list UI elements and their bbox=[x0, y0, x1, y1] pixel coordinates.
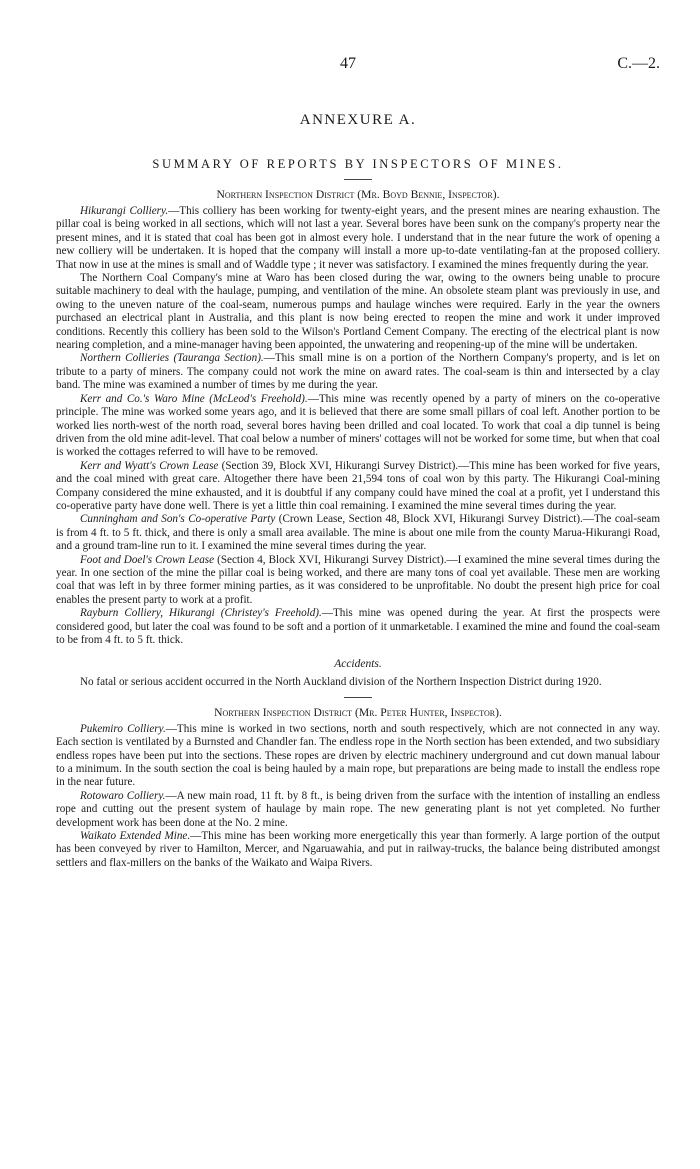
divider-rule bbox=[344, 697, 372, 698]
annexure-title: ANNEXURE A. bbox=[299, 112, 417, 128]
paragraph-text: —This mine is worked in two sections, north and south respectively, which are not connected in any way. Each section is ventilated by a Burnsted and Chandler fan. The endless rope in the North section has been extended, and two subsidiary endless ropes have been put into the sections. These ropes are driven by electric machinery underground and cut down manual labour to a minimum. In the south section the coal is being hauled by a main rope, but preparations are being made to install the endless rope in the near future. bbox=[56, 722, 660, 789]
report-paragraph bbox=[56, 790, 660, 830]
section-heading-hunter bbox=[56, 706, 660, 719]
section-body-bennie bbox=[56, 205, 660, 647]
report-paragraph bbox=[56, 272, 660, 352]
paragraph-text: —This mine was recently opened by a party of miners on the co-operative principle. The mine was worked some years ago, and it is believed that there are some small pillars of coal left. Another portion to be worked lies north-west of the north road, several bores having been drilled and coal located. To work that coal a dip tunnel is being driven from the old mine adit-level. That coal below a number of miners' cottages will not be worked for some time, but when that coal is worked the cottages referred to will have to be removed. bbox=[56, 392, 660, 459]
page-number: 47 bbox=[340, 55, 356, 72]
report-paragraph bbox=[56, 830, 660, 870]
inspector-name: Boyd Bennie bbox=[382, 188, 443, 201]
paragraph-text: —This small mine is on a portion of the Northern Company's property, and is let on tribute to a party of miners. The company could not work the mine on award rates. The coal-seam is thin and intersected by a clay band. The mine was examined a number of times by me during the year. bbox=[56, 352, 661, 392]
report-paragraph bbox=[56, 554, 660, 608]
paragraph-text: —This mine was opened during the year. At first the prospects were considered good, but later the coal was found to be soft and a portion of it unmarketable. I examined the mine and found the coal-seam to be from 4 ft. to 5 ft. thick. bbox=[56, 607, 660, 646]
section-body-hunter bbox=[56, 723, 660, 870]
heading-prefix: Northern Inspection District (Mr. bbox=[216, 188, 383, 201]
paragraph-text: —This colliery has been working for twenty-eight years, and the present mines are nearing exhaustion. The pillar coal is being worked in all sections, which will not last a year. Several bores have been sunk on the company's property near the present mines, and it is stated that coal has been got in almost every hole. I understand that in the near future the work of opening a new colliery will be undertaken. It is hoped that the company will install a more up-to-date ventilating-fan at the proposed colliery. That now in use at the mines is small and of Waddle type ; it never was satisfactory. I examined the mines frequently during the year. bbox=[56, 205, 660, 271]
report-paragraph bbox=[56, 607, 660, 647]
paragraph-title: Hikurangi Colliery. bbox=[80, 205, 169, 217]
report-paragraph bbox=[56, 723, 660, 790]
paragraph-title: Cunningham and Son's Co-operative Party bbox=[80, 513, 276, 526]
summary-title: SUMMARY OF REPORTS BY INSPECTORS OF MINES. bbox=[152, 157, 564, 171]
inspector-name: Peter Hunter bbox=[380, 705, 445, 719]
accidents-paragraph: No fatal or serious accident occurred in the North Auckland division of the Northern Inspection District during 1920. bbox=[80, 676, 602, 689]
paragraph-title: Northern Collieries (Tauranga Section). bbox=[80, 352, 264, 365]
page-reference: C.—2. bbox=[617, 55, 660, 72]
paragraph-text: The Northern Coal Company's mine at Waro has been closed during the war, owing to the owners being unable to procure suitable machinery to deal with the haulage, pumping, and ventilation of the mine. An obsolete steam plant was previously in use, and owing to the uneven nature of the coal-seam, numerous pumps and haulage winches were required. Early in the year the owners purchased an electrical plant in Australia, and this plant is now being erected to reopen the mine and work it under improved conditions. Recently this colliery has been sold to the Wilson's Portland Cement Company. The erecting of the electrical plant is now nearing completion, and a mine-manager having been appointed, the unwatering and reopening-up of the mine will be undertaken. bbox=[56, 272, 660, 352]
paragraph-title: Rayburn Colliery, Hikurangi (Christey's Freehold). bbox=[80, 607, 322, 620]
heading-prefix: Northern Inspection District (Mr. bbox=[214, 705, 381, 719]
heading-suffix: , Inspector). bbox=[442, 188, 500, 201]
paragraph-text: (Crown Lease, Section 48, Block XVI, Hikurangi Survey District).—The coal-seam is from 4 ft. to 5 ft. thick, and there is only a small area available. The mine is about one mile from the county Marua-Hikurangi Road, and a ground tram-line run to it. I examined the mine several times during the year. bbox=[56, 513, 660, 553]
paragraph-title: Kerr and Wyatt's Crown Lease bbox=[80, 459, 219, 472]
accidents-body bbox=[56, 676, 660, 689]
report-paragraph bbox=[56, 460, 660, 514]
paragraph-text: (Section 4, Block XVI, Hikurangi Survey District).—I examined the mine several times during the year. In one section of the mine the pillar coal is being worked, and there are many tons of coal yet available. These men are working coal that was left in by three former mining parties, as it was considered to be unprofitable. No doubt the present high price for coal enables the present party to work at a profit. bbox=[56, 553, 660, 606]
section-heading-bennie bbox=[56, 188, 660, 201]
paragraph-title: Kerr and Co.'s Waro Mine (McLeod's Freehold). bbox=[80, 392, 308, 405]
report-paragraph bbox=[56, 205, 660, 272]
page-header bbox=[56, 55, 660, 79]
paragraph-title: Pukemiro Colliery. bbox=[80, 722, 166, 735]
heading-suffix: , Inspector). bbox=[444, 705, 502, 719]
report-paragraph bbox=[56, 393, 660, 460]
accidents-heading: Accidents. bbox=[334, 658, 382, 671]
report-paragraph bbox=[56, 513, 660, 553]
paragraph-title: Rotowaro Colliery. bbox=[80, 789, 166, 802]
paragraph-text: (Section 39, Block XVI, Hikurangi Survey District).—This mine has been worked for five years, and the coal mined with great care. Altogether there have been 21,594 tons of coal won by this party. The Hikurangi Coal-mining Company considered the mine exhausted, and it is doubtful if any company could have mined the coal at a profit, yet I understand this co-operative party have done well. There is yet a little thin coal remaining. I examined the mine several times during the year. bbox=[56, 459, 660, 512]
report-paragraph bbox=[56, 352, 660, 392]
paragraph-text: —This mine has been working more energetically this year than formerly. A large portion of the output has been conveyed by river to Hamilton, Mercer, and Ngaruawahia, and put in railway-trucks, the balance being distributed amongst settlers and flax-millers on the banks of the Waikato and Waipa Rivers. bbox=[56, 830, 661, 869]
paragraph-text: —A new main road, 11 ft. by 8 ft., is being driven from the surface with the intention of installing an endless rope and cutting out the present system of haulage by main rope. The new generating plant is not yet completed. No further development work has been done at the No. 2 mine. bbox=[56, 789, 660, 829]
paragraph-title: Waikato Extended Mine. bbox=[80, 830, 191, 843]
divider-rule bbox=[344, 179, 372, 180]
paragraph-title: Foot and Doel's Crown Lease bbox=[80, 553, 215, 566]
